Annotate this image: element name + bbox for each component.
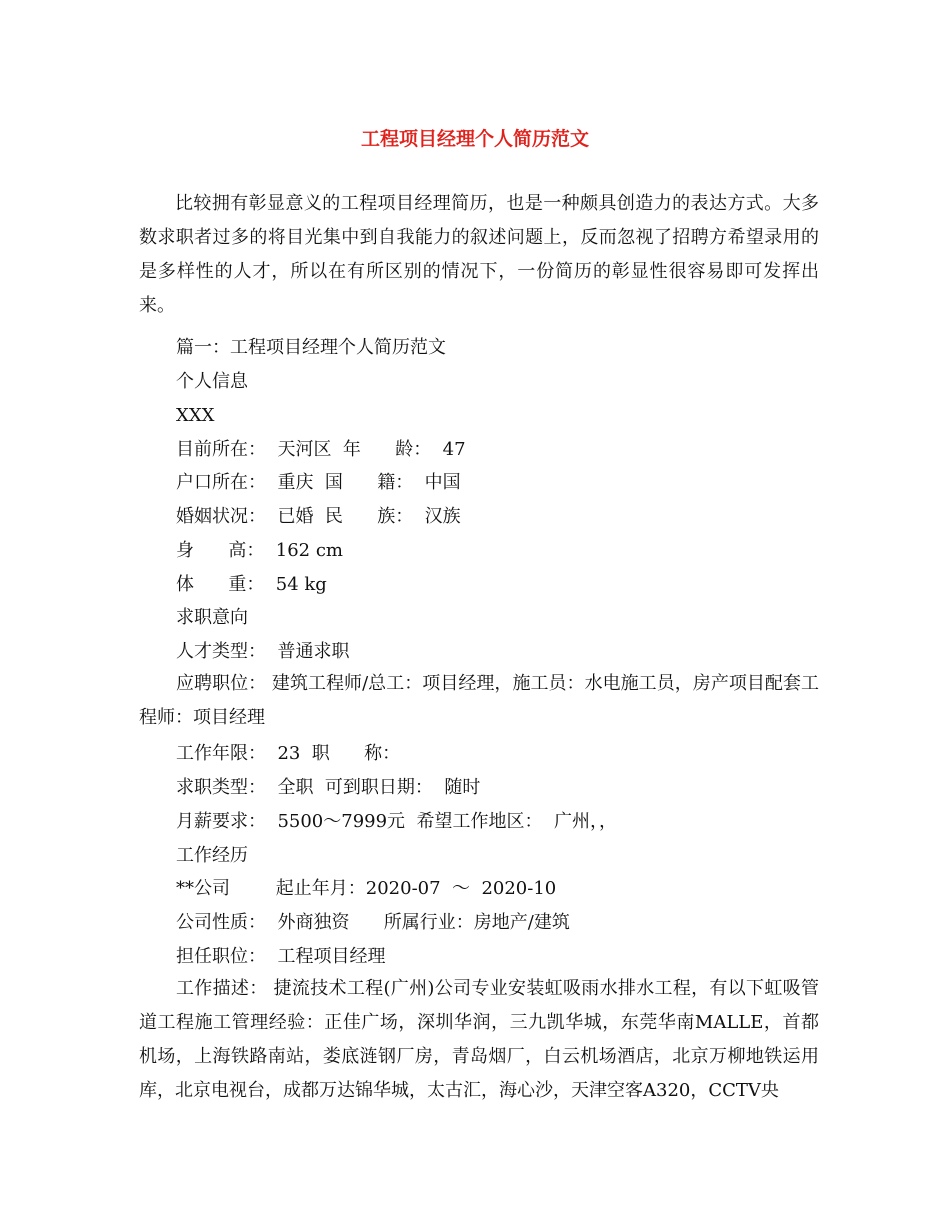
weight-row: 体 重： 54 kg	[176, 574, 327, 595]
intro-paragraph: 比较拥有彰显意义的工程项目经理简历，也是一种颇具创造力的表达方式。大多数求职者过多的将目光集中到自我能力的叙述问题上，反而忽视了招聘方希望录用的是多样性的人才，所以在有所区别的情况下，一份简历的彰显性很容易即可发挥出来。	[139, 193, 819, 316]
job-type-row: 求职类型： 全职 可到职日期： 随时	[176, 777, 481, 798]
talent-type-row: 人才类型： 普通求职	[176, 641, 350, 662]
job-description: 工作描述： 捷流技术工程(广州)公司专业安装虹吸雨水排水工程，有以下虹吸管道工程施工管理经验：正佳广场，深圳华润，三九凯华城，东莞华南MALLE，首都机场，上海铁路南站，娄底涟钢厂房，青岛烟厂，白云机场酒店，北京万柳地铁运用库，北京电视台，成都万达锦华城，太古汇，海心沙，天津空客A320，CCTV央	[139, 978, 819, 1101]
intention-heading: 求职意向	[176, 607, 248, 628]
marital-ethnicity-row: 婚姻状况： 已婚 民 族： 汉族	[176, 506, 461, 527]
position-applied-row: 应聘职位： 建筑工程师/总工：项目经理，施工员：水电施工员，房产项目配套工程师：项目经理	[139, 673, 819, 728]
company-period-row: **公司 起止年月：2020-07 ～ 2020-10	[176, 878, 557, 899]
location-age-row: 目前所在： 天河区 年 龄： 47	[176, 439, 466, 460]
role-row: 担任职位： 工程项目经理	[176, 946, 386, 967]
height-row: 身 高： 162 cm	[176, 540, 344, 561]
experience-heading: 工作经历	[176, 845, 248, 866]
hukou-nationality-row: 户口所在： 重庆 国 籍： 中国	[176, 472, 461, 493]
candidate-name: XXX	[176, 405, 215, 426]
document-title: 工程项目经理个人简历范文	[360, 128, 589, 150]
section-title: 篇一：工程项目经理个人简历范文	[176, 337, 446, 358]
company-nature-row: 公司性质： 外商独资 所属行业：房地产/建筑	[176, 912, 570, 933]
years-title-row: 工作年限： 23 职 称：	[176, 743, 401, 764]
personal-info-heading: 个人信息	[176, 371, 248, 392]
salary-row: 月薪要求： 5500～7999元 希望工作地区： 广州，，	[176, 811, 617, 832]
